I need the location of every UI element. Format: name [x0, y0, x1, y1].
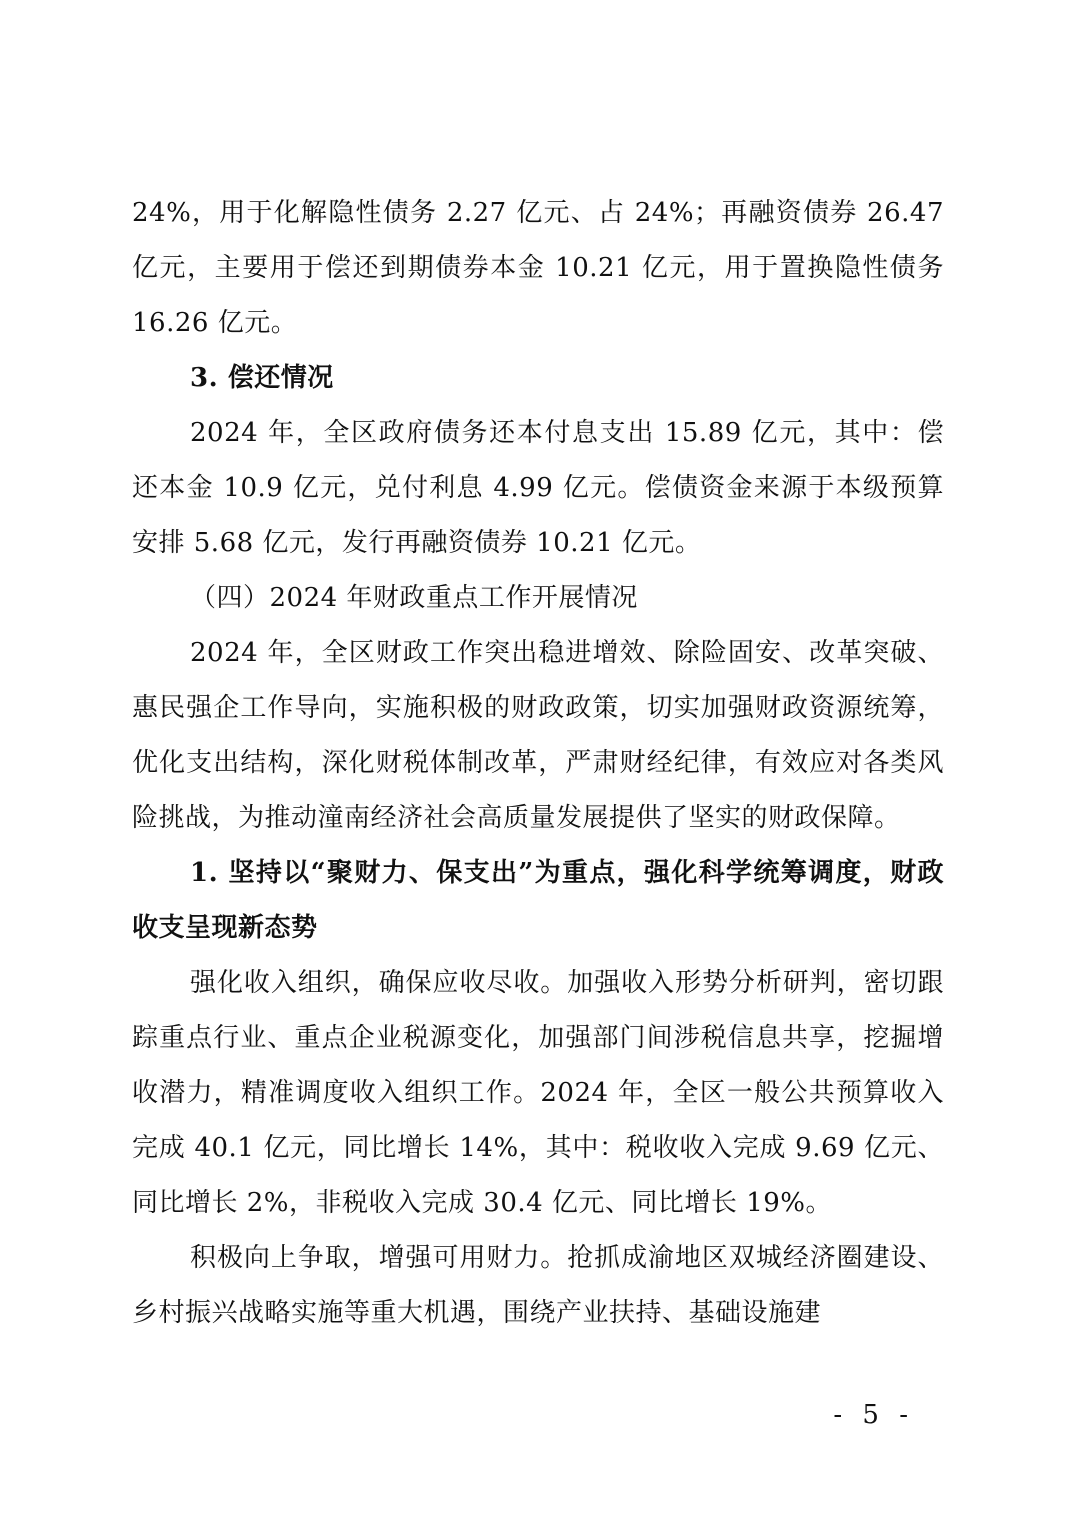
- page-number: - 5 -: [833, 1400, 914, 1430]
- document-body: [132, 186, 944, 1341]
- heading-repayment: 3. 偿还情况: [190, 363, 334, 393]
- paragraph-debt-usage-continued: 24%，用于化解隐性债务 2.27 亿元、占 24%；再融资债券 26.47 亿元，主要用于偿还到期债券本金 10.21 亿元，用于置换隐性债务 16.26 亿元。: [132, 198, 944, 338]
- heading-key-work: （四）2024 年财政重点工作开展情况: [190, 583, 638, 613]
- paragraph-repayment: 2024 年，全区政府债务还本付息支出 15.89 亿元，其中：偿还本金 10.9 亿元，兑付利息 4.99 亿元。偿债资金来源于本级预算安排 5.68 亿元，发行再融资债券 10.21 亿元。: [132, 418, 944, 558]
- paragraph-key-work-summary: 2024 年，全区财政工作突出稳进增效、除险固安、改革突破、惠民强企工作导向，实施积极的财政政策，切实加强财政资源统筹，优化支出结构，深化财税体制改革，严肃财经纪律，有效应对各类风险挑战，为推动潼南经济社会高质量发展提供了坚实的财政保障。: [132, 638, 944, 833]
- paragraph-revenue-organization: 强化收入组织，确保应收尽收。加强收入形势分析研判，密切跟踪重点行业、重点企业税源变化，加强部门间涉税信息共享，挖掘增收潜力，精准调度收入组织工作。2024 年，全区一般公共预算收入完成 40.1 亿元，同比增长 14%，其中：税收收入完成 9.69 亿元、同比增长 2%，非税收入完成 30.4 亿元、同比增长 19%。: [132, 968, 944, 1218]
- heading-revenue-expenditure: 1. 坚持以“聚财力、保支出”为重点，强化科学统筹调度，财政收支呈现新态势: [132, 858, 944, 943]
- paragraph-upward-funding: 积极向上争取，增强可用财力。抢抓成渝地区双城经济圈建设、乡村振兴战略实施等重大机遇，围绕产业扶持、基础设施建: [132, 1243, 944, 1328]
